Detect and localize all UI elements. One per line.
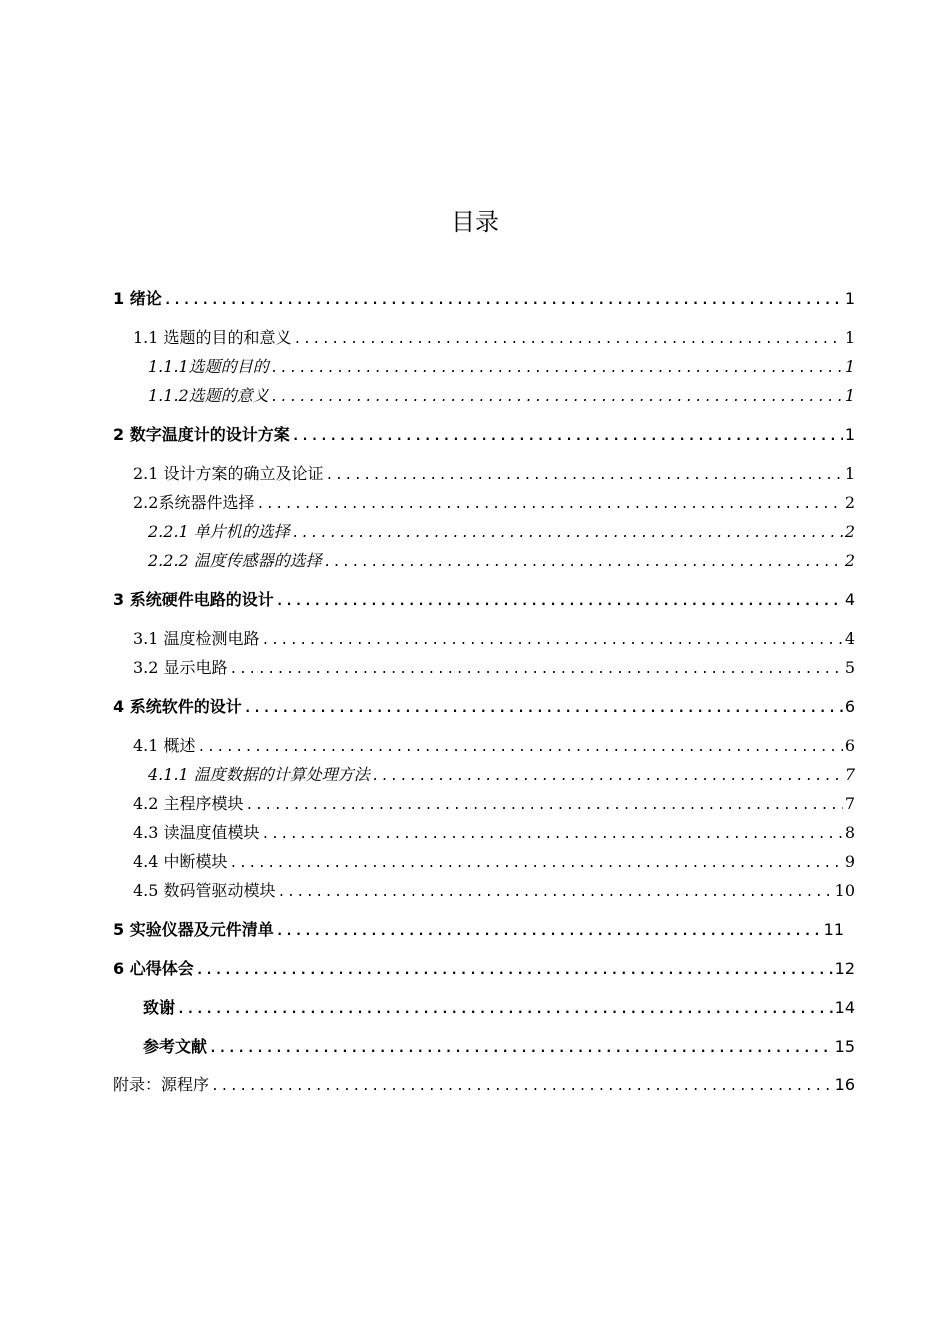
toc-page-number: 15 [834,1037,855,1056]
toc-leader-dots [246,796,843,816]
toc-leader-dots [324,553,843,573]
toc-entry-label: 4.3 读温度值模块 [133,823,260,842]
toc-entry-label: 3.2 显示电路 [133,658,228,677]
toc-page-number: 2 [844,522,855,541]
toc-entry-label: 2 数字温度计的设计方案 [113,425,290,444]
toc-entry-label: 1.1.2选题的意义 [148,386,269,405]
toc-entry-label: 2.2系统器件选择 [133,493,255,512]
toc-entry-6[interactable] [113,959,855,979]
toc-page-number: 1 [844,289,855,308]
toc-page-number: 1 [844,357,855,376]
toc-leader-dots [244,699,843,719]
toc-leader-dots [276,922,822,942]
toc-entry-2[interactable] [113,425,855,445]
toc-page-number: 2 [844,493,855,512]
toc-leader-dots [198,738,843,758]
toc-entry-1-1-2[interactable] [148,386,855,406]
toc-page-number: 11 [823,920,844,939]
toc-entry-label: 2.2.1 单片机的选择 [148,522,290,541]
toc-entry-2-2-1[interactable] [148,522,855,542]
toc-leader-dots [177,1000,833,1020]
toc-entry-label: 2.2.2 温度传感器的选择 [148,551,322,570]
toc-page-number: 12 [834,959,855,978]
toc-entry-2-1[interactable] [133,464,855,484]
toc-leader-dots [292,427,843,447]
toc-entry-label: 4.4 中断模块 [133,852,228,871]
toc-leader-dots [326,466,843,486]
toc-entry-appendix[interactable] [113,1075,855,1095]
toc-leader-dots [196,961,833,981]
toc-leader-dots [271,388,843,408]
toc-entry-label: 4.1.1 温度数据的计算处理方法 [148,765,370,784]
toc-entry-2-2[interactable] [133,493,855,513]
toc-page-number: 14 [834,998,855,1017]
toc-page-number: 7 [844,794,855,813]
toc-entry-label: 1 绪论 [113,289,162,308]
toc-entry-label: 4.2 主程序模块 [133,794,244,813]
toc-leader-dots [276,592,843,612]
toc-page-number: 1 [844,464,855,483]
toc-entry-references[interactable] [143,1037,855,1057]
page-title: 目录 [451,208,499,236]
toc-entry-label: 参考文献 [143,1037,208,1056]
toc-leader-dots [372,767,843,787]
toc-entry-1[interactable] [113,289,855,309]
toc-leader-dots [230,660,843,680]
toc-entry-label: 3.1 温度检测电路 [133,629,260,648]
toc-page-number: 6 [844,736,855,755]
toc-entry-label: 4 系统软件的设计 [113,697,242,716]
toc-entry-1-1[interactable] [133,328,855,348]
toc-entry-label: 致谢 [143,998,176,1017]
toc-entry-4-2[interactable] [133,794,855,814]
toc-entry-4-5[interactable] [133,881,855,901]
toc-page-number: 16 [834,1075,855,1094]
toc-leader-dots [271,359,843,379]
toc-entry-label: 附录：源程序 [113,1075,210,1094]
toc-leader-dots [292,524,843,544]
toc-page-number: 1 [844,425,855,444]
toc-entry-label: 3 系统硬件电路的设计 [113,590,274,609]
toc-leader-dots [278,883,833,903]
toc-leader-dots [256,495,842,515]
toc-page-number: 4 [844,590,855,609]
toc-entry-label: 4.1 概述 [133,736,196,755]
toc-page-number: 5 [844,658,855,677]
toc-leader-dots [294,330,843,350]
toc-entry-label: 5 实验仪器及元件清单 [113,920,274,939]
toc-page-number: 4 [844,629,855,648]
toc-entry-1-1-1[interactable] [148,357,855,377]
toc-leader-dots [209,1039,833,1059]
toc-entry-3[interactable] [113,590,855,610]
toc-entry-3-1[interactable] [133,629,855,649]
toc-entry-label: 2.1 设计方案的确立及论证 [133,464,324,483]
toc-page-number: 2 [844,551,855,570]
toc-entry-label: 1.1.1选题的目的 [148,357,269,376]
toc-entry-4[interactable] [113,697,855,717]
toc-leader-dots [262,631,843,651]
toc-entry-2-2-2[interactable] [148,551,855,571]
toc-leader-dots [211,1077,833,1097]
toc-entry-3-2[interactable] [133,658,855,678]
toc-leader-dots [164,291,843,311]
toc-page-number: 6 [844,697,855,716]
toc-entry-label: 6 心得体会 [113,959,194,978]
toc-entry-4-1[interactable] [133,736,855,756]
toc-entry-label: 1.1 选题的目的和意义 [133,328,292,347]
toc-entry-label: 4.5 数码管驱动模块 [133,881,276,900]
toc-page-number: 9 [844,852,855,871]
toc-page-number: 1 [844,386,855,405]
toc-leader-dots [262,825,843,845]
toc-leader-dots [230,854,843,874]
toc-entry-4-3[interactable] [133,823,855,843]
toc-entry-acknowledgements[interactable] [143,998,855,1018]
toc-page-number: 10 [834,881,855,900]
toc-entry-4-1-1[interactable] [148,765,855,785]
toc-entry-5[interactable] [113,920,844,940]
toc-page-number: 1 [844,328,855,347]
toc-page-number: 8 [844,823,855,842]
toc-entry-4-4[interactable] [133,852,855,872]
toc-page-number: 7 [844,765,855,784]
